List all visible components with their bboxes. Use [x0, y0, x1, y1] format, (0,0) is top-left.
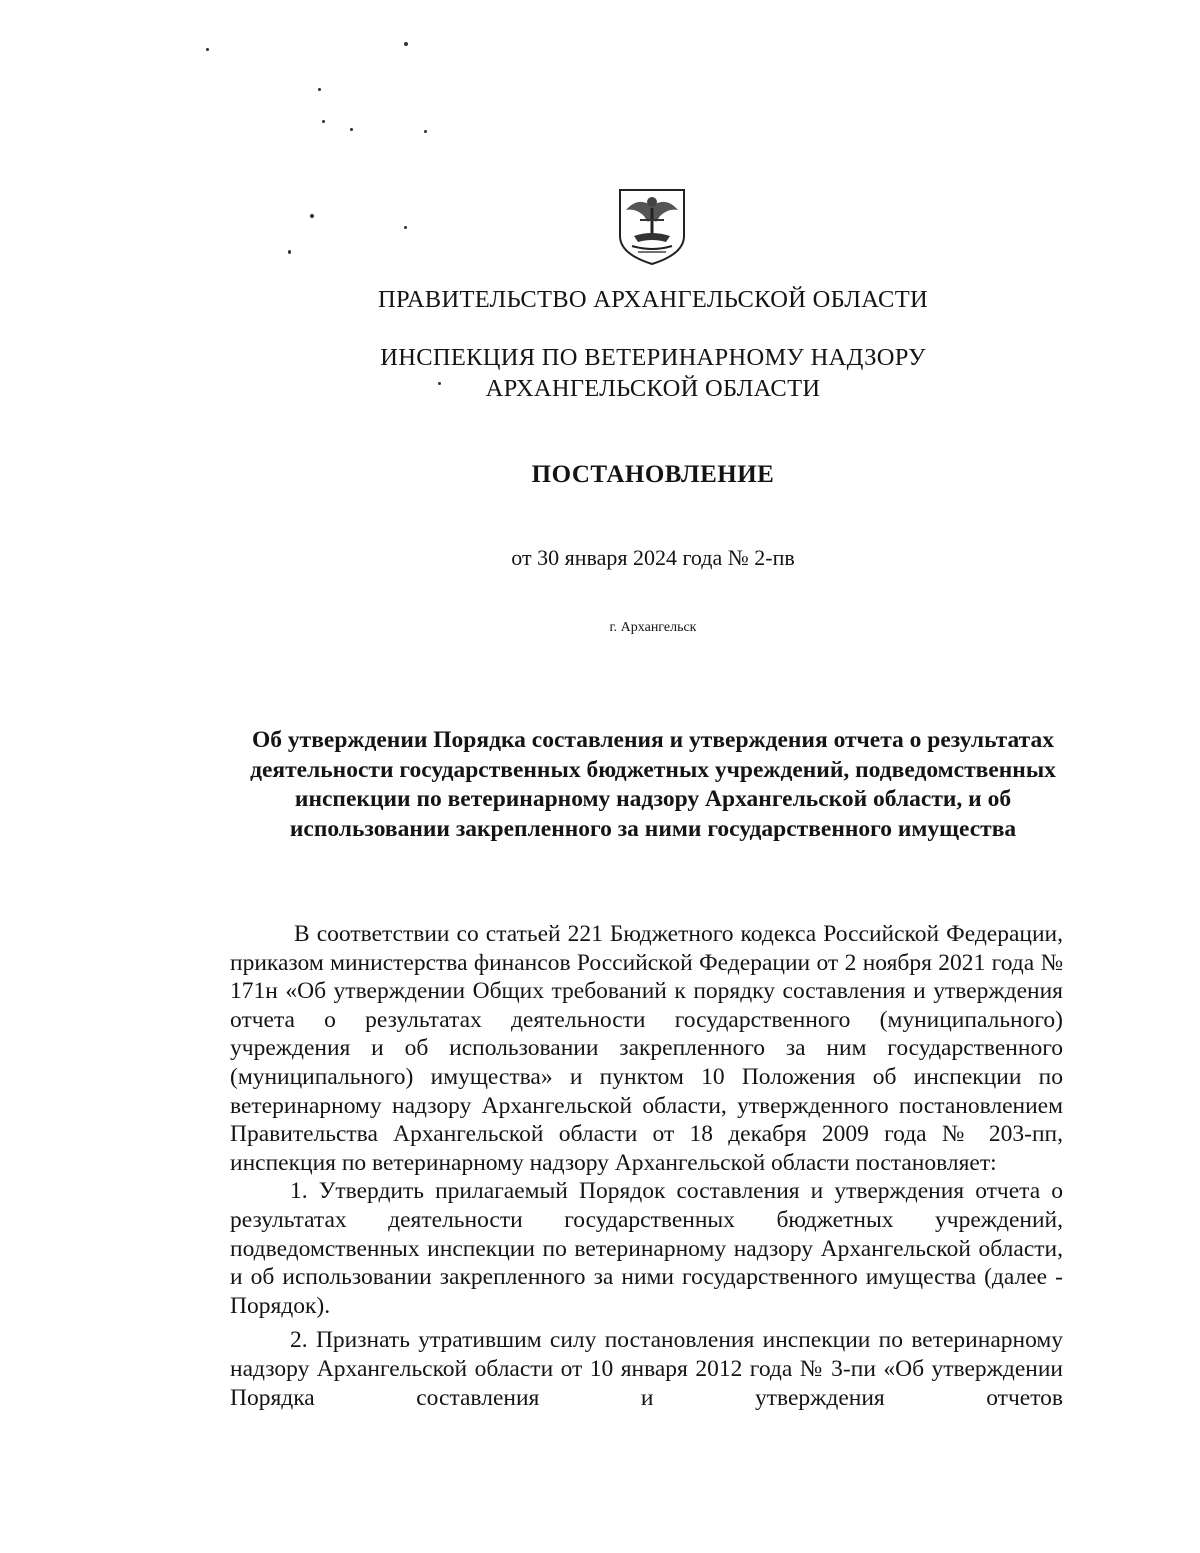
- scan-speck: [288, 250, 291, 254]
- inspection-name-line1: ИНСПЕКЦИЯ ПО ВЕТЕРИНАРНОМУ НАДЗОРУ: [380, 344, 926, 371]
- document-city: г. Архангельск: [609, 620, 697, 635]
- scan-speck: [404, 226, 407, 229]
- scan-speck: [350, 128, 353, 131]
- scan-speck: [310, 214, 314, 218]
- preamble-paragraph: В соответствии со статьей 221 Бюджетного кодекса Российской Федерации, приказом министерства финансов Российской Федерации от 2 ноября 2021 года № 171н «Об утверждении Общих требований к порядку составления и утверждения отчета о результатах деятельности государственного (муниципального) учреждения и об использовании закрепленного за ним государственного (муниципального) имущества» и пунктом 10 Положения об инспекции по ветеринарному надзору Архангельской области, утвержденного постановлением Правительства Архангельской области от 18 декабря 2009 года № 203-пп, инспекция по ветеринарному надзору Архангельской области постановляет:: [230, 921, 1063, 1176]
- item-2-paragraph: 2. Признать утратившим силу постановления инспекции по ветеринарному надзору Архангельской области от 10 января 2012 года № 3-пи «Об утверждении Порядка составления и утверждения отчетов: [230, 1327, 1063, 1411]
- scan-speck: [206, 48, 209, 51]
- document-body: [230, 920, 1063, 1412]
- scan-speck: [404, 42, 408, 46]
- document-title: Об утверждении Порядка составления и утверждения отчета о результатах деятельности государственных бюджетных учреждений, подведомственных инспекции по ветеринарному надзору Архангельской области, и об использовании закрепленного за ними государственного имущества: [250, 727, 1056, 842]
- government-name: ПРАВИТЕЛЬСТВО АРХАНГЕЛЬСКОЙ ОБЛАСТИ: [378, 286, 928, 313]
- coat-of-arms-icon: [614, 186, 690, 266]
- document-date-number: от 30 января 2024 года № 2-пв: [511, 545, 795, 570]
- inspection-name-line2: АРХАНГЕЛЬСКОЙ ОБЛАСТИ: [485, 375, 821, 402]
- document-type: ПОСТАНОВЛЕНИЕ: [531, 461, 775, 488]
- scan-speck: [424, 130, 427, 133]
- scan-speck: [322, 120, 325, 123]
- scan-speck: [318, 88, 321, 91]
- item-1-paragraph: 1. Утвердить прилагаемый Порядок составления и утверждения отчета о результатах деятельности государственных бюджетных учреждений, подведомственных инспекции по ветеринарному надзору Архангельской области, и об использовании закрепленного за ними государственного имущества (далее - Порядок).: [230, 1178, 1063, 1319]
- inspection-name: [230, 342, 1076, 404]
